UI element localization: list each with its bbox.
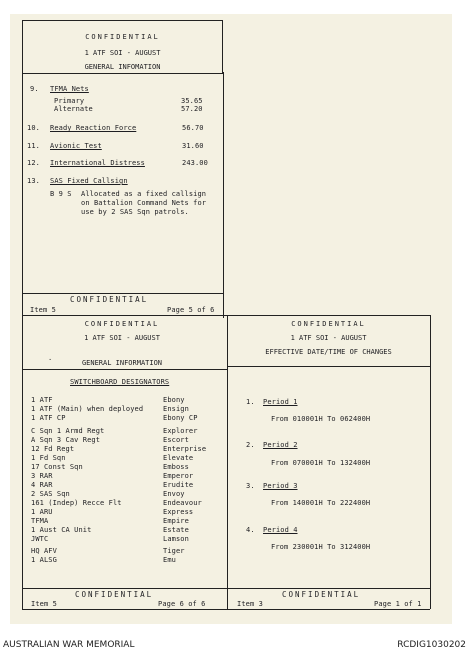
switchboard-designator: Emboss [163,463,189,471]
callsign-text-line: on Battalion Command Nets for [81,199,207,207]
net-label: Primary [54,97,85,105]
page-number: Page 5 of 6 [167,306,215,314]
item-label-footer: Item 5 [31,600,57,608]
soi-title: 1 ATF SOI - AUGUST [84,49,161,57]
unit-name: 1 ATF (Main) when deployed [31,405,144,413]
confidential-marking: CONFIDENTIAL [70,295,149,304]
page2-bottom-rule [22,588,227,589]
switchboard-designator: Ebony CP [163,414,198,422]
page3-header-rule [227,366,430,367]
page1-left-border [22,72,23,318]
period-label: Period 2 [263,441,298,449]
callsign-text-line: Allocated as a fixed callsign [81,190,207,198]
item-frequency: 31.60 [182,142,204,150]
item-label: Avionic Test [50,142,102,150]
switchboard-designator: Express [163,508,194,516]
period-number: 4. [246,526,255,534]
archive-credit: AUSTRALIAN WAR MEMORIAL [3,640,135,650]
item-number: 11. [27,142,40,150]
switchboard-designator: Emperor [163,472,194,480]
callsign-code: B 9 S [50,190,72,198]
period-number: 1. [246,398,255,406]
period-number: 3. [246,482,255,490]
switchboard-designator: Enterprise [163,445,207,453]
unit-name: 161 (Indep) Recce Flt [31,499,122,507]
switchboard-designator: Lamson [163,535,189,543]
soi-title: 1 ATF SOI - AUGUST [84,334,160,342]
item-label: SAS Fixed Callsign [50,177,128,185]
item-number: 12. [27,159,40,167]
page2-right-border [227,315,228,609]
unit-name: 1 ATF [31,396,53,404]
switchboard-designator: Estate [163,526,189,534]
unit-name: 4 RAR [31,481,53,489]
period-range: From 230001H To 312400H [271,543,371,551]
period-range: From 010001H To 062400H [271,415,371,423]
item-number: 9. [30,85,39,93]
confidential-marking: CONFIDENTIAL [75,590,154,599]
period-number: 2. [246,441,255,449]
switchboard-designator: Escort [163,436,189,444]
confidential-marking: CONFIDENTIAL [85,33,160,41]
unit-name: TFMA [31,517,49,525]
switchboard-designator: Emu [163,556,176,564]
switchboard-designator: Elevate [163,454,194,462]
item-label: TFMA Nets [50,85,89,93]
period-range: From 140001H To 222400H [271,499,371,507]
net-frequency: 57.20 [181,105,203,113]
item-frequency: 56.70 [182,124,204,132]
unit-name: 17 Const Sqn [31,463,83,471]
section-title: GENERAL INFOMATION [84,63,161,71]
page3-right-border [430,315,431,609]
page1-right-border [223,72,224,318]
switchboard-designator: Explorer [163,427,198,435]
unit-name: 12 Fd Regt [31,445,75,453]
page2-left-border [22,315,23,609]
page3-bottom-rule [227,588,430,589]
item-number: 10. [27,124,40,132]
item-number: 13. [27,177,40,185]
unit-name: 2 SAS Sqn [31,490,70,498]
page-number: Page 1 of 1 [374,600,422,608]
unit-name: A Sqn 3 Cav Regt [31,436,101,444]
page1-bottom-rule [22,293,223,294]
unit-name: HQ AFV [31,547,57,555]
switchboard-designator: Endeavour [163,499,202,507]
item-frequency: 243.00 [182,159,208,167]
item-label-footer: Item 5 [30,306,56,314]
switchboard-designator: Erudite [163,481,194,489]
net-frequency: 35.65 [181,97,203,105]
unit-name: 1 ARU [31,508,53,516]
confidential-marking: CONFIDENTIAL [282,590,361,599]
bullet-mark: · [48,356,53,364]
page-number: Page 6 of 6 [158,600,206,608]
unit-name: JWTC [31,535,49,543]
period-label: Period 4 [263,526,298,534]
unit-name: 3 RAR [31,472,53,480]
section-title: GENERAL INFORMATION [81,359,163,367]
item-label: Ready Reaction Force [50,124,137,132]
period-range: From 070001H To 132400H [271,459,371,467]
confidential-marking: CONFIDENTIAL [291,320,366,328]
unit-name: C Sqn 1 Armd Regt [31,427,105,435]
unit-name: 1 ALSG [31,556,57,564]
page-divider-rule [22,315,430,316]
archive-record-id: RCDIG1030202 [397,640,466,650]
unit-name: 1 Fd Sqn [31,454,66,462]
callsign-text-line: use by 2 SAS Sqn patrols. [81,208,189,216]
effective-heading: EFFECTIVE DATE/TIME OF CHANGES [265,348,392,356]
switchboard-designator: Envoy [163,490,185,498]
page1-title-box [22,20,223,74]
switchboard-designator: Ebony [163,396,185,404]
item-label-footer: Item 3 [237,600,263,608]
unit-name: 1 Aust CA Unit [31,526,92,534]
switchboard-designator: Ensign [163,405,189,413]
page2-header-rule [22,369,227,370]
confidential-marking: CONFIDENTIAL [84,320,160,328]
period-label: Period 3 [263,482,298,490]
period-label: Period 1 [263,398,298,406]
soi-title: 1 ATF SOI - AUGUST [290,334,367,342]
bottom-edge-rule [22,609,430,610]
net-label: Alternate [54,105,93,113]
switchboard-heading: SWITCHBOARD DESIGNATORS [70,378,170,386]
item-label: International Distress [50,159,145,167]
unit-name: 1 ATF CP [31,414,66,422]
switchboard-designator: Tiger [163,547,185,555]
switchboard-designator: Empire [163,517,189,525]
